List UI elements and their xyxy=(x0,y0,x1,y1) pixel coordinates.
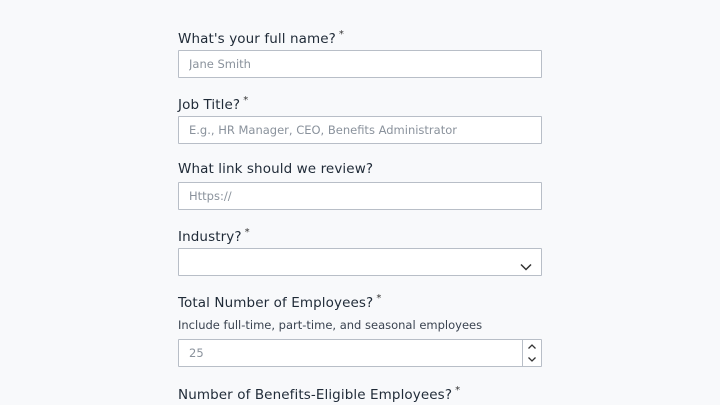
required-marker: * xyxy=(243,95,249,106)
job-title-label-text: Job Title? xyxy=(178,97,241,113)
benefits-eligible-label-text: Number of Benefits-Eligible Employees? xyxy=(178,387,453,403)
chevron-down-icon xyxy=(520,257,532,267)
required-marker: * xyxy=(338,29,345,40)
number-stepper xyxy=(522,340,541,366)
benefits-eligible-label xyxy=(178,385,460,403)
stepper-decrement-button[interactable] xyxy=(523,353,541,366)
review-link-field-box xyxy=(178,182,542,210)
full-name-label-text: What's your full name? xyxy=(178,31,336,47)
industry-label xyxy=(178,227,250,245)
stepper-increment-button[interactable] xyxy=(523,340,541,353)
job-title-label xyxy=(178,95,248,113)
job-title-field-box xyxy=(178,116,542,144)
review-link-label-text: What link should we review? xyxy=(178,161,374,177)
job-title-input[interactable] xyxy=(179,117,541,143)
full-name-field-box xyxy=(178,50,542,78)
industry-select[interactable] xyxy=(178,248,542,276)
total-employees-label xyxy=(178,293,381,311)
required-marker: * xyxy=(244,227,250,238)
chevron-up-icon xyxy=(527,343,537,350)
total-employees-input[interactable] xyxy=(179,340,519,366)
industry-label-text: Industry? xyxy=(178,229,242,245)
chevron-down-icon xyxy=(527,356,537,363)
required-marker: * xyxy=(376,293,382,304)
total-employees-help-text: Include full-time, part-time, and seasonal employees xyxy=(178,318,483,332)
review-link-input[interactable] xyxy=(179,183,541,209)
total-employees-label-text: Total Number of Employees? xyxy=(178,295,374,311)
required-marker: * xyxy=(455,385,461,396)
full-name-label xyxy=(178,29,344,47)
total-employees-field-box xyxy=(178,339,542,367)
full-name-input[interactable] xyxy=(179,51,541,77)
review-link-label xyxy=(178,161,373,177)
